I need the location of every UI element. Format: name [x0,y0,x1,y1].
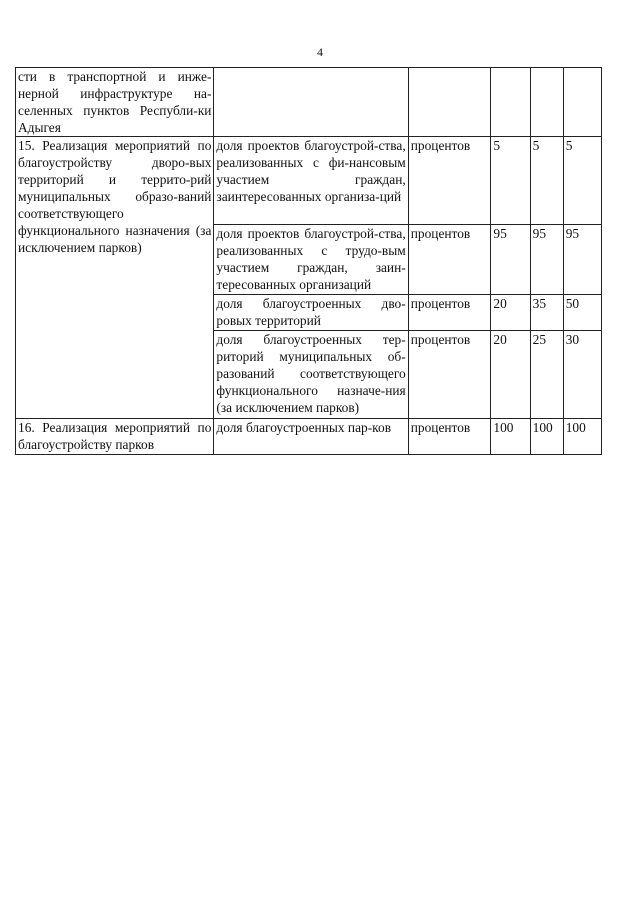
value-cell: 100 [491,419,530,455]
value-cell: 95 [530,225,563,295]
event-cell: 16. Реализация мероприятий по благоустройству парков [16,419,214,455]
indicator-cell: доля благоустроенных пар-ков [214,419,408,455]
value-cell: 30 [563,331,601,419]
unit-cell: процентов [408,419,491,455]
value-cell: 50 [563,295,601,331]
value-cell: 5 [491,137,530,225]
value-cell: 25 [530,331,563,419]
indicator-cell [214,68,408,137]
table-row [16,419,602,455]
table-row [16,68,602,137]
unit-cell [408,68,491,137]
value-cell: 35 [530,295,563,331]
value-cell [491,68,530,137]
value-cell: 100 [530,419,563,455]
indicator-cell: доля благоустроенных тер-риторий муниципальных об-разований соответствующего функционального назначе-ния (за исключением парков) [214,331,408,419]
indicator-cell: доля проектов благоустрой-ства, реализованных с фи-нансовым участием граждан, заинтересованных организа-ций [214,137,408,225]
value-cell: 20 [491,331,530,419]
value-cell: 20 [491,295,530,331]
indicators-table [15,67,602,455]
unit-cell: процентов [408,225,491,295]
unit-cell: процентов [408,137,491,225]
value-cell [530,68,563,137]
indicator-cell: доля проектов благоустрой-ства, реализованных с трудо-вым участием граждан, заин-тересованных организаций [214,225,408,295]
unit-cell: процентов [408,331,491,419]
page-number: 4 [317,45,323,59]
indicator-cell: доля благоустроенных дво-ровых территорий [214,295,408,331]
value-cell: 95 [491,225,530,295]
value-cell: 95 [563,225,601,295]
event-cell: 15. Реализация мероприятий по благоустройству дворо-вых территорий и террито-рий муниципальных образо-ваний соответствующего функционального назначения (за исключением парков) [16,137,214,419]
value-cell [563,68,601,137]
event-cell: сти в транспортной и инже-нерной инфраструктуре на-селенных пунктов Республи-ки Адыгея [16,68,214,137]
value-cell: 5 [530,137,563,225]
unit-cell: процентов [408,295,491,331]
table-row [16,137,602,225]
value-cell: 5 [563,137,601,225]
value-cell: 100 [563,419,601,455]
